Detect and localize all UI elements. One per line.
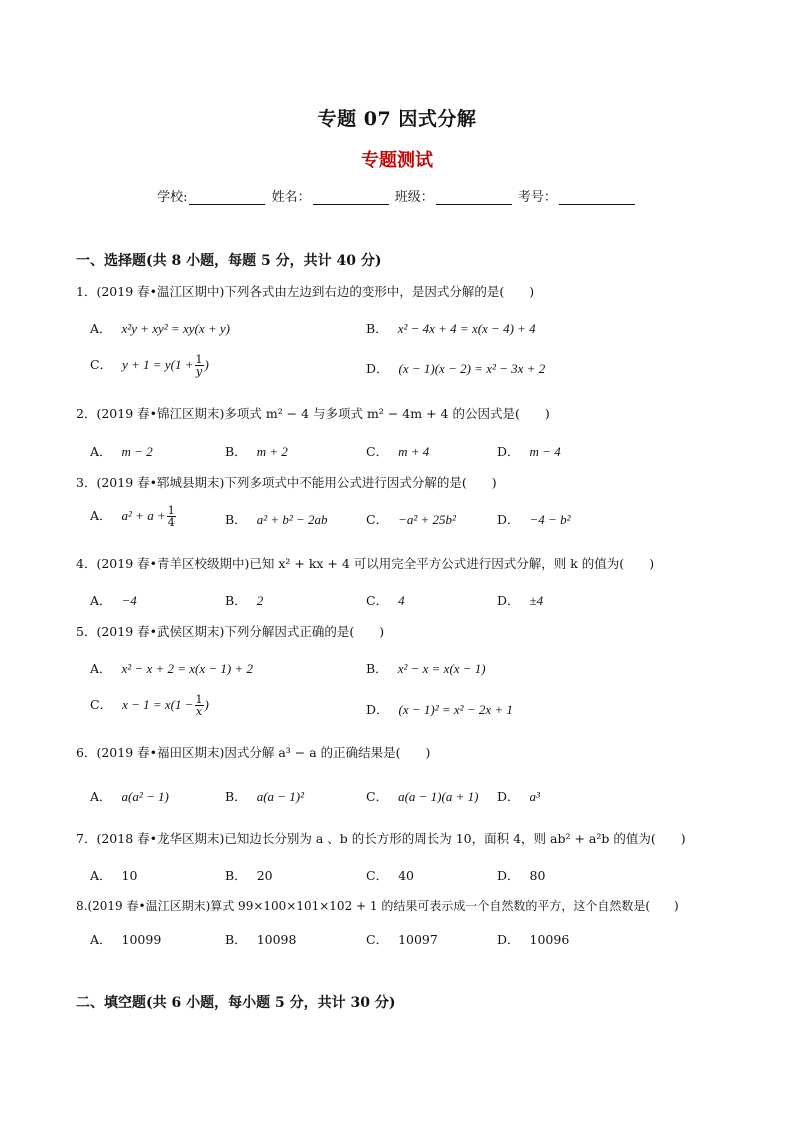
q3-option-a[interactable] — [90, 505, 177, 528]
option-text: 10 — [121, 868, 138, 883]
denominator: 4 — [167, 516, 175, 529]
q5-option-d[interactable] — [366, 700, 513, 718]
option-label: D． — [497, 932, 520, 947]
option-text: 10096 — [529, 932, 570, 947]
numerator: 1 — [167, 504, 175, 517]
option-text: m + 2 — [256, 444, 288, 459]
q7-option-a[interactable] — [90, 866, 137, 884]
option-text: (x − 1)(x − 2) = x² − 3x + 2 — [398, 361, 546, 376]
exam-no-blank[interactable] — [559, 190, 635, 205]
q7-option-c[interactable] — [366, 866, 414, 884]
option-text: 2 — [256, 593, 264, 608]
q7-option-b[interactable] — [225, 866, 273, 884]
option-label: C． — [90, 357, 113, 372]
q6-option-a[interactable] — [90, 787, 169, 805]
option-text: a² + a + — [121, 508, 166, 523]
option-label: D． — [497, 512, 520, 527]
q5-option-a[interactable] — [90, 659, 253, 677]
closing-paren: ) — [204, 697, 209, 712]
option-text: a² + b² − 2ab — [256, 512, 328, 527]
question-4-stem: 4．(2019 春•青羊区校级期中)已知 x² + kx + 4 可以用完全平方公式进行因式分解，则 k 的值为( ) — [76, 556, 655, 571]
q1-option-b[interactable] — [366, 319, 536, 337]
q3-option-c[interactable] — [366, 510, 456, 528]
exam-no-label: 考号： — [517, 190, 557, 205]
q2-option-d[interactable] — [497, 442, 561, 460]
closing-paren: ) — [204, 357, 209, 372]
option-label: D． — [366, 361, 389, 376]
numerator: 1 — [195, 693, 203, 706]
option-text: 4 — [398, 593, 405, 608]
denominator: y — [195, 365, 203, 378]
option-text: a(a − 1)² — [256, 789, 305, 804]
option-text: a³ — [529, 789, 540, 804]
option-label: B． — [366, 321, 388, 336]
class-label: 班级： — [394, 190, 434, 205]
school-blank[interactable] — [189, 190, 265, 205]
option-label: A． — [90, 932, 112, 947]
option-label: B． — [225, 444, 247, 459]
option-text: m + 4 — [398, 444, 430, 459]
option-label: C． — [90, 697, 113, 712]
student-info-line — [0, 186, 794, 205]
option-text: m − 2 — [121, 444, 153, 459]
option-text: x² − x + 2 = x(x − 1) + 2 — [121, 661, 254, 676]
class-blank[interactable] — [436, 190, 512, 205]
option-label: C． — [366, 512, 389, 527]
option-label: B． — [366, 661, 388, 676]
q5-option-c[interactable] — [90, 694, 209, 717]
option-label: A． — [90, 321, 112, 336]
option-text: 10097 — [398, 932, 438, 947]
option-label: A． — [90, 508, 112, 523]
option-text: 80 — [529, 868, 546, 883]
option-label: D． — [497, 868, 520, 883]
option-label: C． — [366, 789, 389, 804]
option-label: C． — [366, 868, 389, 883]
option-label: A． — [90, 868, 112, 883]
name-label: 姓名： — [271, 190, 311, 205]
q2-option-b[interactable] — [225, 442, 288, 460]
option-text: ±4 — [529, 593, 544, 608]
option-label: A． — [90, 444, 112, 459]
q6-option-d[interactable] — [497, 787, 540, 805]
q4-option-c[interactable] — [366, 591, 405, 609]
q8-option-b[interactable] — [225, 930, 296, 948]
option-text: 20 — [256, 868, 273, 883]
q1-option-d[interactable] — [366, 359, 545, 377]
option-label: C． — [366, 932, 389, 947]
question-6-stem: 6．(2019 春•福田区期末)因式分解 a³ − a 的正确结果是( ) — [76, 745, 431, 760]
option-text: 10098 — [256, 932, 297, 947]
q8-option-a[interactable] — [90, 930, 161, 948]
option-label: B． — [225, 789, 247, 804]
q1-option-c[interactable] — [90, 354, 209, 377]
option-text: −a² + 25b² — [398, 512, 456, 527]
q7-option-d[interactable] — [497, 866, 545, 884]
option-text: (x − 1)² = x² − 2x + 1 — [398, 702, 513, 717]
option-label: A． — [90, 661, 112, 676]
question-8-stem: 8.(2019 春•温江区期末)算式 99×100×101×102 + 1 的结果可表示成一个自然数的平方，这个自然数是( ) — [76, 899, 679, 913]
q4-option-a[interactable] — [90, 591, 137, 609]
option-label: D． — [497, 593, 520, 608]
page-title: 专题 07 因式分解 — [317, 108, 477, 130]
option-label: B． — [225, 593, 247, 608]
option-label: B． — [225, 512, 247, 527]
fraction — [195, 694, 204, 717]
option-label: B． — [225, 868, 247, 883]
option-text: x²y + xy² = xy(x + y) — [121, 321, 230, 336]
option-text: y + 1 = y(1 + — [122, 357, 194, 372]
q2-option-c[interactable] — [366, 442, 429, 460]
numerator: 1 — [195, 353, 203, 366]
q5-option-b[interactable] — [366, 659, 486, 677]
page-subtitle: 专题测试 — [361, 150, 433, 171]
option-label: C． — [366, 444, 389, 459]
option-label: A． — [90, 789, 112, 804]
option-text: −4 − b² — [529, 512, 571, 527]
q6-option-b[interactable] — [225, 787, 304, 805]
option-text: a(a − 1)(a + 1) — [398, 789, 479, 804]
option-text: x² − 4x + 4 = x(x − 4) + 4 — [397, 321, 536, 336]
q2-option-a[interactable] — [90, 442, 153, 460]
denominator: x — [195, 705, 203, 718]
question-2-stem: 2．(2019 春•锦江区期末)多项式 m² − 4 与多项式 m² − 4m + 4 的公因式是( ) — [76, 406, 550, 421]
q8-option-d[interactable] — [497, 930, 569, 948]
fraction — [167, 505, 176, 528]
q8-option-c[interactable] — [366, 930, 438, 948]
option-label: D． — [497, 444, 520, 459]
option-label: D． — [497, 789, 520, 804]
section-heading-fill: 二、填空题(共 6 小题，每小题 5 分，共计 30 分) — [76, 995, 396, 1011]
q6-option-c[interactable] — [366, 787, 478, 805]
question-7-stem: 7．(2018 春•龙华区期末)已知边长分别为 a 、b 的长方形的周长为 10，面积 4，则 ab² + a²b 的值为( ) — [76, 831, 686, 846]
school-label: 学校: — [157, 190, 188, 205]
q4-option-d[interactable] — [497, 591, 543, 609]
q1-option-a[interactable] — [90, 319, 230, 337]
option-label: B． — [225, 932, 247, 947]
q3-option-d[interactable] — [497, 510, 570, 528]
option-text: m − 4 — [529, 444, 561, 459]
section-heading-choice: 一、选择题(共 8 小题，每题 5 分，共计 40 分) — [76, 253, 382, 269]
question-1-stem: 1．(2019 春•温江区期中)下列各式由左边到右边的变形中，是因式分解的是( ) — [76, 284, 535, 299]
q4-option-b[interactable] — [225, 591, 263, 609]
option-label: A． — [90, 593, 112, 608]
q3-option-b[interactable] — [225, 510, 328, 528]
option-text: 10099 — [121, 932, 162, 947]
name-blank[interactable] — [313, 190, 389, 205]
option-text: 40 — [398, 868, 414, 883]
option-text: −4 — [121, 593, 137, 608]
option-label: C． — [366, 593, 389, 608]
option-text: x² − x = x(x − 1) — [397, 661, 486, 676]
fraction — [195, 354, 204, 377]
question-3-stem: 3．(2019 春•郓城县期末)下列多项式中不能用公式进行因式分解的是( ) — [76, 475, 497, 490]
option-text: x − 1 = x(1 − — [122, 697, 194, 712]
option-label: D． — [366, 702, 389, 717]
option-text: a(a² − 1) — [121, 789, 169, 804]
question-5-stem: 5．(2019 春•武侯区期末)下列分解因式正确的是( ) — [76, 624, 385, 639]
